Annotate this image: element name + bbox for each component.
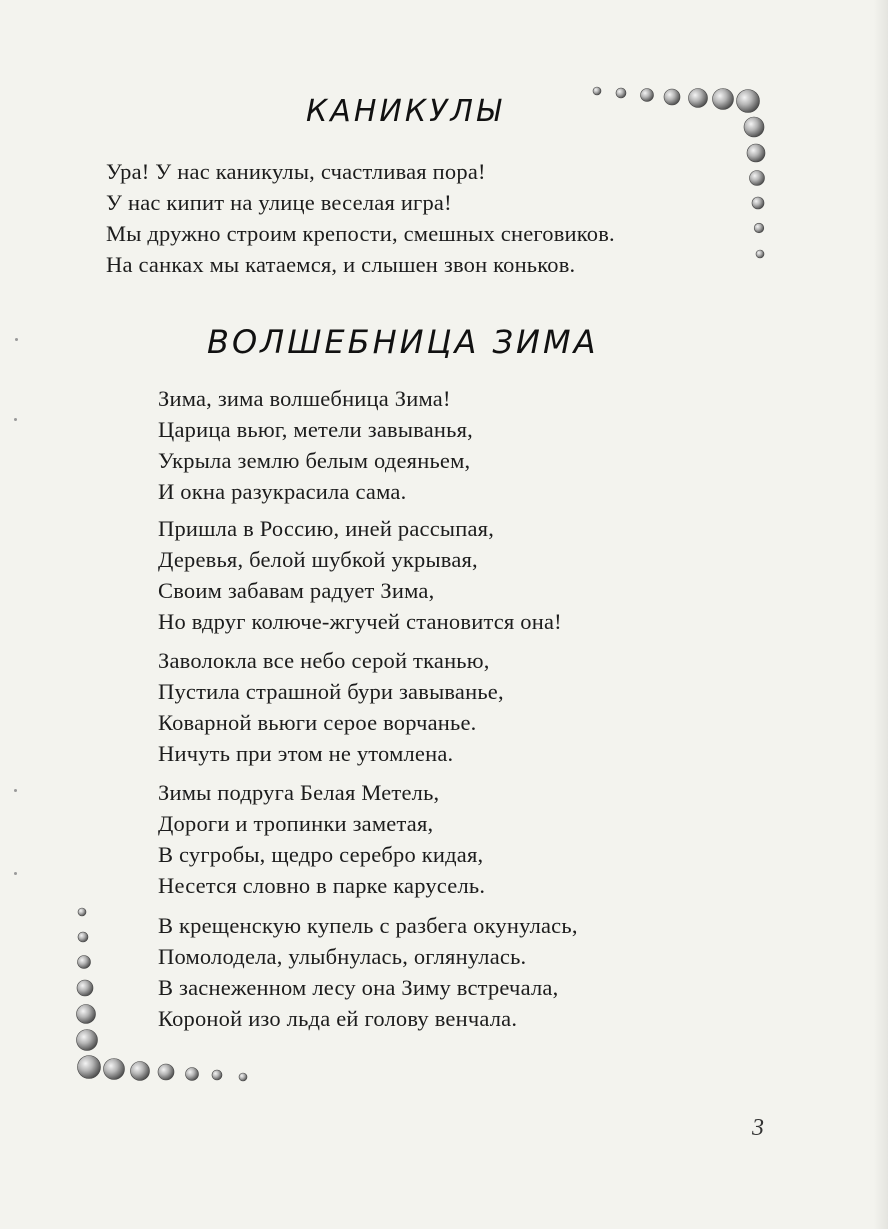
- page-number: 3: [752, 1115, 764, 1141]
- poem-line: Пришла в Россию, иней рассыпая,: [158, 516, 495, 541]
- poem-line: Но вдруг колюче-жгучей становится она!: [158, 609, 562, 634]
- stanza: [158, 513, 562, 637]
- stanza: [158, 910, 578, 1034]
- poem-line: На санках мы катаемся, и слышен звон коньков.: [106, 252, 576, 277]
- poem-line: Несется словно в парке карусель.: [158, 873, 486, 898]
- poem-line: Заволокла все небо серой тканью,: [158, 648, 490, 673]
- poem-line: Зима, зима волшебница Зима!: [158, 386, 451, 411]
- stanza: [106, 156, 615, 280]
- poem-line: Короной изо льда ей голову венчала.: [158, 1006, 518, 1031]
- scan-speck: [15, 338, 18, 341]
- poem-line: Пустила страшной бури завыванье,: [158, 679, 504, 704]
- poem-line: Помолодела, улыбнулась, оглянулась.: [158, 944, 527, 969]
- poem-title: КАНИКУЛЫ: [306, 94, 504, 129]
- poem-line: В сугробы, щедро серебро кидая,: [158, 842, 484, 867]
- poem-line: Укрыла землю белым одеяньем,: [158, 448, 471, 473]
- top-right-bead-ornament: [593, 87, 765, 258]
- poem-line: Своим забавам радует Зима,: [158, 578, 435, 603]
- poem-line: Зимы подруга Белая Метель,: [158, 780, 440, 805]
- poem-line: Дороги и тропинки заметая,: [158, 811, 434, 836]
- poem-line: Коварной вьюги серое ворчанье.: [158, 710, 477, 735]
- scan-speck: [14, 789, 17, 792]
- stanza: [158, 777, 485, 901]
- scan-speck: [14, 872, 17, 875]
- poem-line: И окна разукрасила сама.: [158, 479, 407, 504]
- poem-line: Царица вьюг, метели завыванья,: [158, 417, 473, 442]
- poem-line: Ничуть при этом не утомлена.: [158, 741, 454, 766]
- poem-line: Мы дружно строим крепости, смешных снеговиков.: [106, 221, 615, 246]
- poem-line: Деревья, белой шубкой укрывая,: [158, 547, 478, 572]
- poem-line: В крещенскую купель с разбега окунулась,: [158, 913, 578, 938]
- stanza: [158, 645, 504, 769]
- scan-speck: [14, 418, 17, 421]
- poem-line: У нас кипит на улице веселая игра!: [106, 190, 452, 215]
- poem-title: ВОЛШЕБНИЦА ЗИМА: [207, 323, 599, 361]
- poem-line: В заснеженном лесу она Зиму встречала,: [158, 975, 559, 1000]
- poem-line: Ура! У нас каникулы, счастливая пора!: [106, 159, 486, 184]
- stanza: [158, 383, 473, 507]
